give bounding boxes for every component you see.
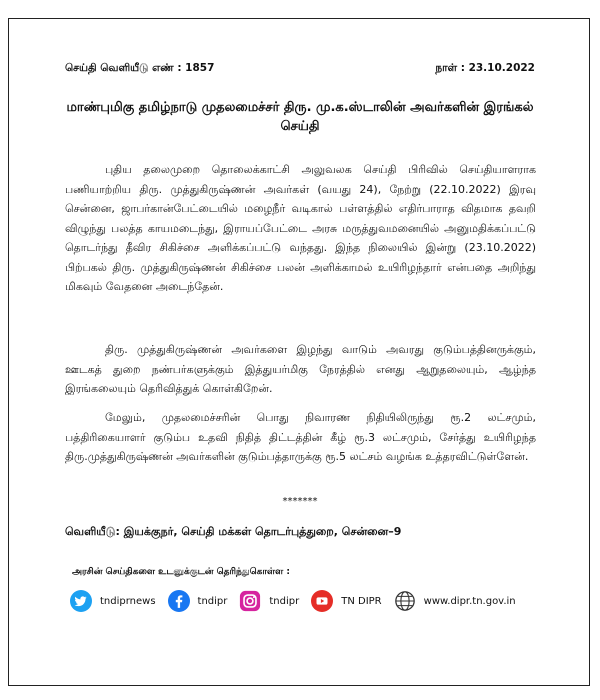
social-website[interactable] <box>394 590 516 612</box>
paragraph-2: திரு. முத்துகிருஷ்ணன் அவர்களை இழந்து வாடும் அவரது குடும்பத்தினருக்கும், ஊடகத் துறை நண்பர்களுக்கும் இத்துயர்மிகு நேரத்தில் எனது ஆறுதலையும், ஆழ்ந்த இரங்கலையும் தெரிவித்துக் கொள்கிறேன். <box>65 343 536 395</box>
instagram-icon <box>239 590 261 612</box>
social-links <box>70 590 528 612</box>
document-title: மாண்புமிகு தமிழ்நாடு முதலமைச்சர் திரு. மு.க.ஸ்டாலின் அவர்களின் இரங்கல் செய்தி <box>66 100 534 134</box>
release-date: நாள் : 23.10.2022 <box>435 62 535 74</box>
header-meta <box>65 62 535 75</box>
twitter-icon <box>70 590 92 612</box>
globe-icon <box>394 590 416 612</box>
paragraph-3: மேலும், முதலமைச்சரின் பொது நிவாரண நிதியிலிருந்து ரூ.2 லட்சமும், பத்திரிகையாளர் குடும்ப உதவி நிதித் திட்டத்தின் கீழ் ரூ.3 லட்சமும், சேர்த்து உயிரிழந்த திரு.முத்துகிருஷ்ணன் அவர்களின் குடும்பத்தாருக்கு ரூ.5 லட்சம் வழங்க உத்தரவிட்டுள்ளேன். <box>65 411 536 463</box>
follow-text: அரசின் செய்திகளை உடனுக்குடன் தெரிந்துகொள்ள : <box>72 567 291 577</box>
website-url: www.dipr.tn.gov.in <box>423 595 516 607</box>
social-facebook[interactable] <box>168 590 228 612</box>
release-by: வெளியீடு: இயக்குநர், செய்தி மக்கள் தொடர்புத்துறை, சென்னை–9 <box>65 525 402 538</box>
instagram-handle: tndipr <box>269 595 300 607</box>
facebook-handle: tndipr <box>197 595 228 607</box>
separator: ******* <box>282 496 318 507</box>
social-youtube[interactable] <box>311 590 381 612</box>
release-number: செய்தி வெளியீடு எண் : 1857 <box>65 62 215 74</box>
social-instagram[interactable] <box>239 590 299 612</box>
social-twitter[interactable] <box>70 590 156 612</box>
paragraph-1: புதிய தலைமுறை தொலைக்காட்சி அலுவலக செய்தி பிரிவில் செய்தியாளராக பணியாற்றிய திரு. முத்துகிருஷ்ணன் அவர்கள் (வயது 24), நேற்று (22.10.2022) இரவு சென்னை, ஜாபர்கான்பேட்டையில் மழைநீர் வடிகால் பள்ளத்தில் எதிர்பாராத விதமாக தவறி விழுந்து பலத்த காயமடைந்து, இராயப்பேட்டை அரசு மருத்துவமனையில் அனுமதிக்கப்பட்டு தொடர்ந்து தீவிர சிகிச்சை அளிக்கப்பட்டு வந்தது. இந்த நிலையில் இன்று (23.10.2022) பிற்பகல் திரு. முத்துகிருஷ்ணன் சிகிச்சை பலன் அளிக்காமல் உயிரிழந்தார் என்பதை அறிந்து மிகவும் வேதனை அடைந்தேன். <box>65 163 536 293</box>
twitter-handle: tndiprnews <box>100 595 156 607</box>
youtube-icon <box>311 590 333 612</box>
facebook-icon <box>168 590 190 612</box>
youtube-handle: TN DIPR <box>341 595 382 607</box>
